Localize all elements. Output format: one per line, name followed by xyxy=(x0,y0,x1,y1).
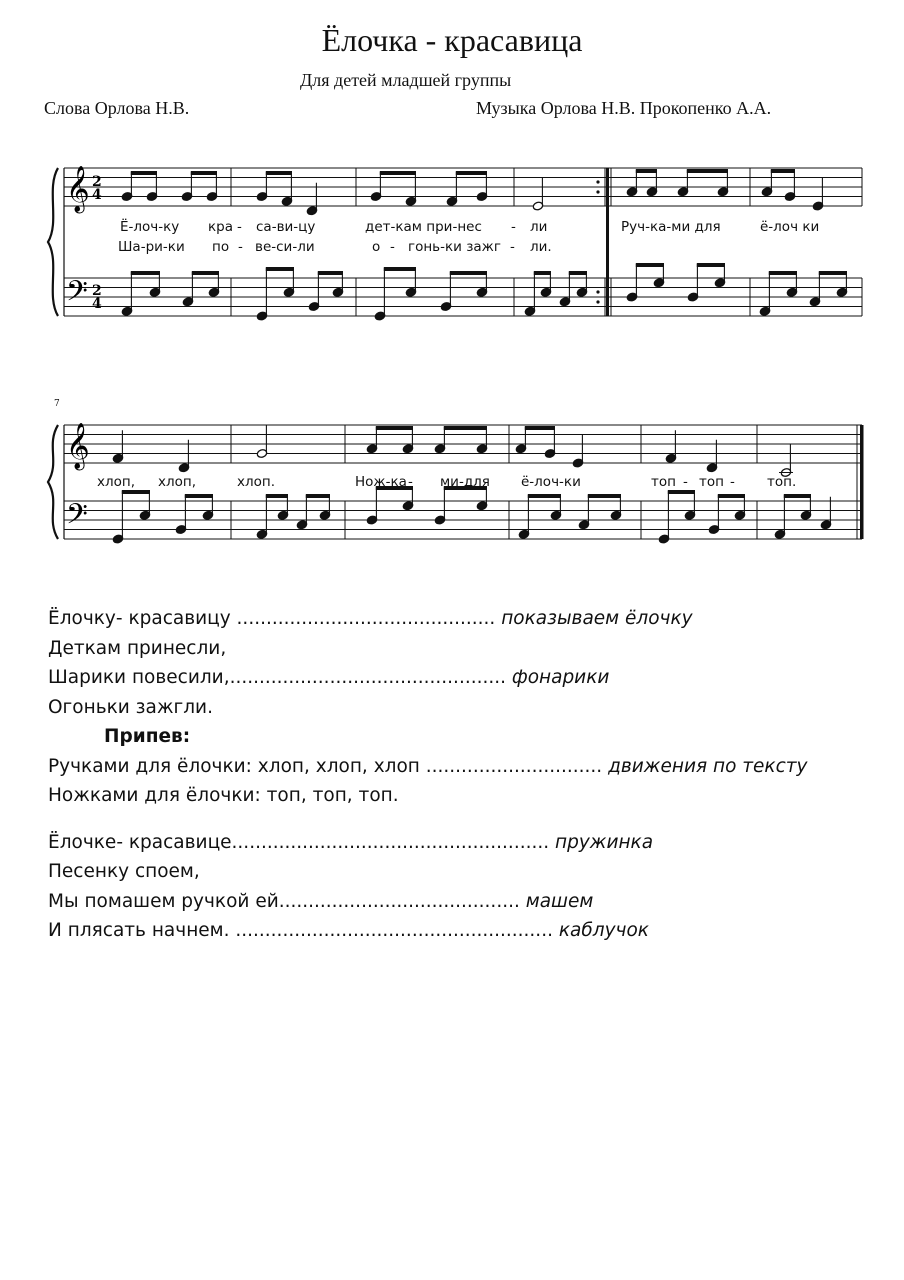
lyric: ли xyxy=(530,219,548,235)
lyric: ли. xyxy=(530,239,552,255)
time-signature-bottom: 4 xyxy=(92,187,102,203)
beam xyxy=(636,169,657,173)
lyric: по xyxy=(212,239,230,255)
text-line xyxy=(48,828,808,858)
movement-instruction: движения по тексту xyxy=(608,755,808,777)
lyric: хлоп, xyxy=(158,474,196,490)
beam xyxy=(668,490,695,494)
lyric: ё-лоч ки xyxy=(760,219,820,235)
beam xyxy=(569,271,587,275)
beam xyxy=(384,267,416,271)
beam xyxy=(376,426,413,430)
lyric: - xyxy=(390,239,395,255)
system-braces xyxy=(48,168,58,539)
movement-instruction: фонарики xyxy=(511,667,610,688)
lyric: - xyxy=(511,219,516,235)
lyric-words: Ножками для ёлочки: топ, топ, топ. xyxy=(48,785,399,806)
time-signature-top-bass: 2 xyxy=(92,283,102,299)
text-line xyxy=(48,916,808,946)
beam xyxy=(687,169,728,173)
lyrics-with-movements xyxy=(48,604,808,946)
repeat-barline xyxy=(606,168,609,316)
lyric: о xyxy=(372,239,381,255)
movement-instruction: машем xyxy=(525,890,594,912)
song-title: Ёлочка - красавица xyxy=(321,22,583,58)
movement-instruction: каблучок xyxy=(558,920,649,941)
repeat-dot xyxy=(596,300,599,303)
lyric: - xyxy=(408,474,413,490)
beam xyxy=(525,426,555,430)
beam xyxy=(534,271,551,275)
sheet-music xyxy=(0,0,904,600)
treble-clef-icon: 𝄞 xyxy=(66,423,90,469)
beam xyxy=(131,171,157,175)
final-barline-thick xyxy=(860,425,864,539)
beam xyxy=(192,271,219,275)
lyric: топ xyxy=(699,474,724,490)
text-line xyxy=(48,752,808,782)
lyric: са-ви-цу xyxy=(256,219,316,235)
beam xyxy=(306,494,330,498)
lyric: ми-для xyxy=(440,474,490,490)
beam xyxy=(588,494,621,498)
text-line xyxy=(48,693,808,723)
beam xyxy=(131,271,160,275)
lyric: ве-си-ли xyxy=(255,239,315,255)
lyric: гонь-ки зажг xyxy=(408,239,501,255)
lyric: Ё-лоч-ку xyxy=(120,219,180,235)
lyric: Руч-ка-ми для xyxy=(621,219,721,235)
leader-dots: ............................................... xyxy=(229,667,512,688)
beam xyxy=(450,271,487,275)
lyric: кра xyxy=(208,219,233,235)
lyric-words: Ручками для ёлочки: хлоп, хлоп, хлоп xyxy=(48,755,420,777)
repeat-dot xyxy=(596,190,599,193)
beam xyxy=(185,494,213,498)
treble-clef-icon: 𝄞 xyxy=(66,166,90,212)
lyric: ё-лоч-ки xyxy=(521,474,581,490)
measure-number: 7 xyxy=(54,399,60,409)
lyric: топ xyxy=(651,474,676,490)
time-signature-bottom-bass: 4 xyxy=(92,296,102,312)
text-line xyxy=(48,781,808,811)
lyric: - xyxy=(238,239,243,255)
beam xyxy=(122,490,150,494)
lyric-words: Ёлочке- красавице xyxy=(48,831,232,853)
beam xyxy=(266,494,288,498)
lyric: Ша-ри-ки xyxy=(118,239,185,255)
beam xyxy=(380,171,416,175)
brace xyxy=(48,168,58,316)
bass-clef-icon: 𝄢 xyxy=(66,275,88,315)
music-credit: Музыка Орлова Н.В. Прокопенко А.А. xyxy=(476,98,772,118)
repeat-dot xyxy=(596,290,599,293)
lyric-words: Песенку споем, xyxy=(48,861,200,882)
lyric: дет-кам при-нес xyxy=(365,219,482,235)
beam xyxy=(528,494,561,498)
lyric-words: И плясать начнем. xyxy=(48,920,230,941)
text-line xyxy=(48,663,808,693)
lyric: - xyxy=(730,474,735,490)
beam xyxy=(784,494,811,498)
leader-dots: ............................................ xyxy=(230,608,502,629)
lyric: - xyxy=(510,239,515,255)
lyric: - xyxy=(237,219,242,235)
beam xyxy=(456,171,487,175)
lyric: хлоп. xyxy=(237,474,275,490)
time-signature-top: 2 xyxy=(92,174,102,190)
movement-instruction: пружинка xyxy=(554,831,654,853)
beam xyxy=(697,263,725,267)
leader-dots: ...................................................... xyxy=(231,831,555,853)
beam xyxy=(819,271,847,275)
beam xyxy=(318,271,343,275)
beam xyxy=(266,267,294,271)
bass-clef-icon: 𝄢 xyxy=(66,498,88,538)
beam xyxy=(718,494,745,498)
lyric: Нож-ка xyxy=(355,474,407,490)
lyric-words: Мы помашем ручкой ей xyxy=(48,890,279,912)
chorus-label: Припев: xyxy=(104,726,191,747)
text-line xyxy=(48,887,808,917)
lyric: топ. xyxy=(767,474,797,490)
lyric: - xyxy=(683,474,688,490)
text-line xyxy=(48,604,808,634)
beam xyxy=(266,171,292,175)
lyric-words: Огоньки зажгли. xyxy=(48,696,213,718)
lyric-words: Ёлочку- красавицу xyxy=(48,608,231,629)
lyric-words: Деткам принесли, xyxy=(48,637,227,659)
leader-dots: .............................. xyxy=(419,755,609,777)
repeat-dot xyxy=(596,180,599,183)
brace xyxy=(48,425,58,539)
movement-instruction: показываем ёлочку xyxy=(501,608,693,629)
beam xyxy=(191,171,217,175)
beam xyxy=(769,271,797,275)
beam xyxy=(444,426,487,430)
lyric-words: Шарики повесили, xyxy=(48,667,230,688)
leader-dots: ...................................................... xyxy=(229,920,559,941)
beam xyxy=(636,263,664,267)
words-credit: Слова Орлова Н.В. xyxy=(44,98,190,118)
clefs xyxy=(66,166,90,538)
subtitle: Для детей младшей группы xyxy=(300,70,512,90)
beam xyxy=(771,169,795,173)
lyric: хлоп, xyxy=(97,474,135,490)
text-line xyxy=(48,634,808,664)
leader-dots: ......................................... xyxy=(278,890,526,912)
text-line xyxy=(48,857,808,887)
